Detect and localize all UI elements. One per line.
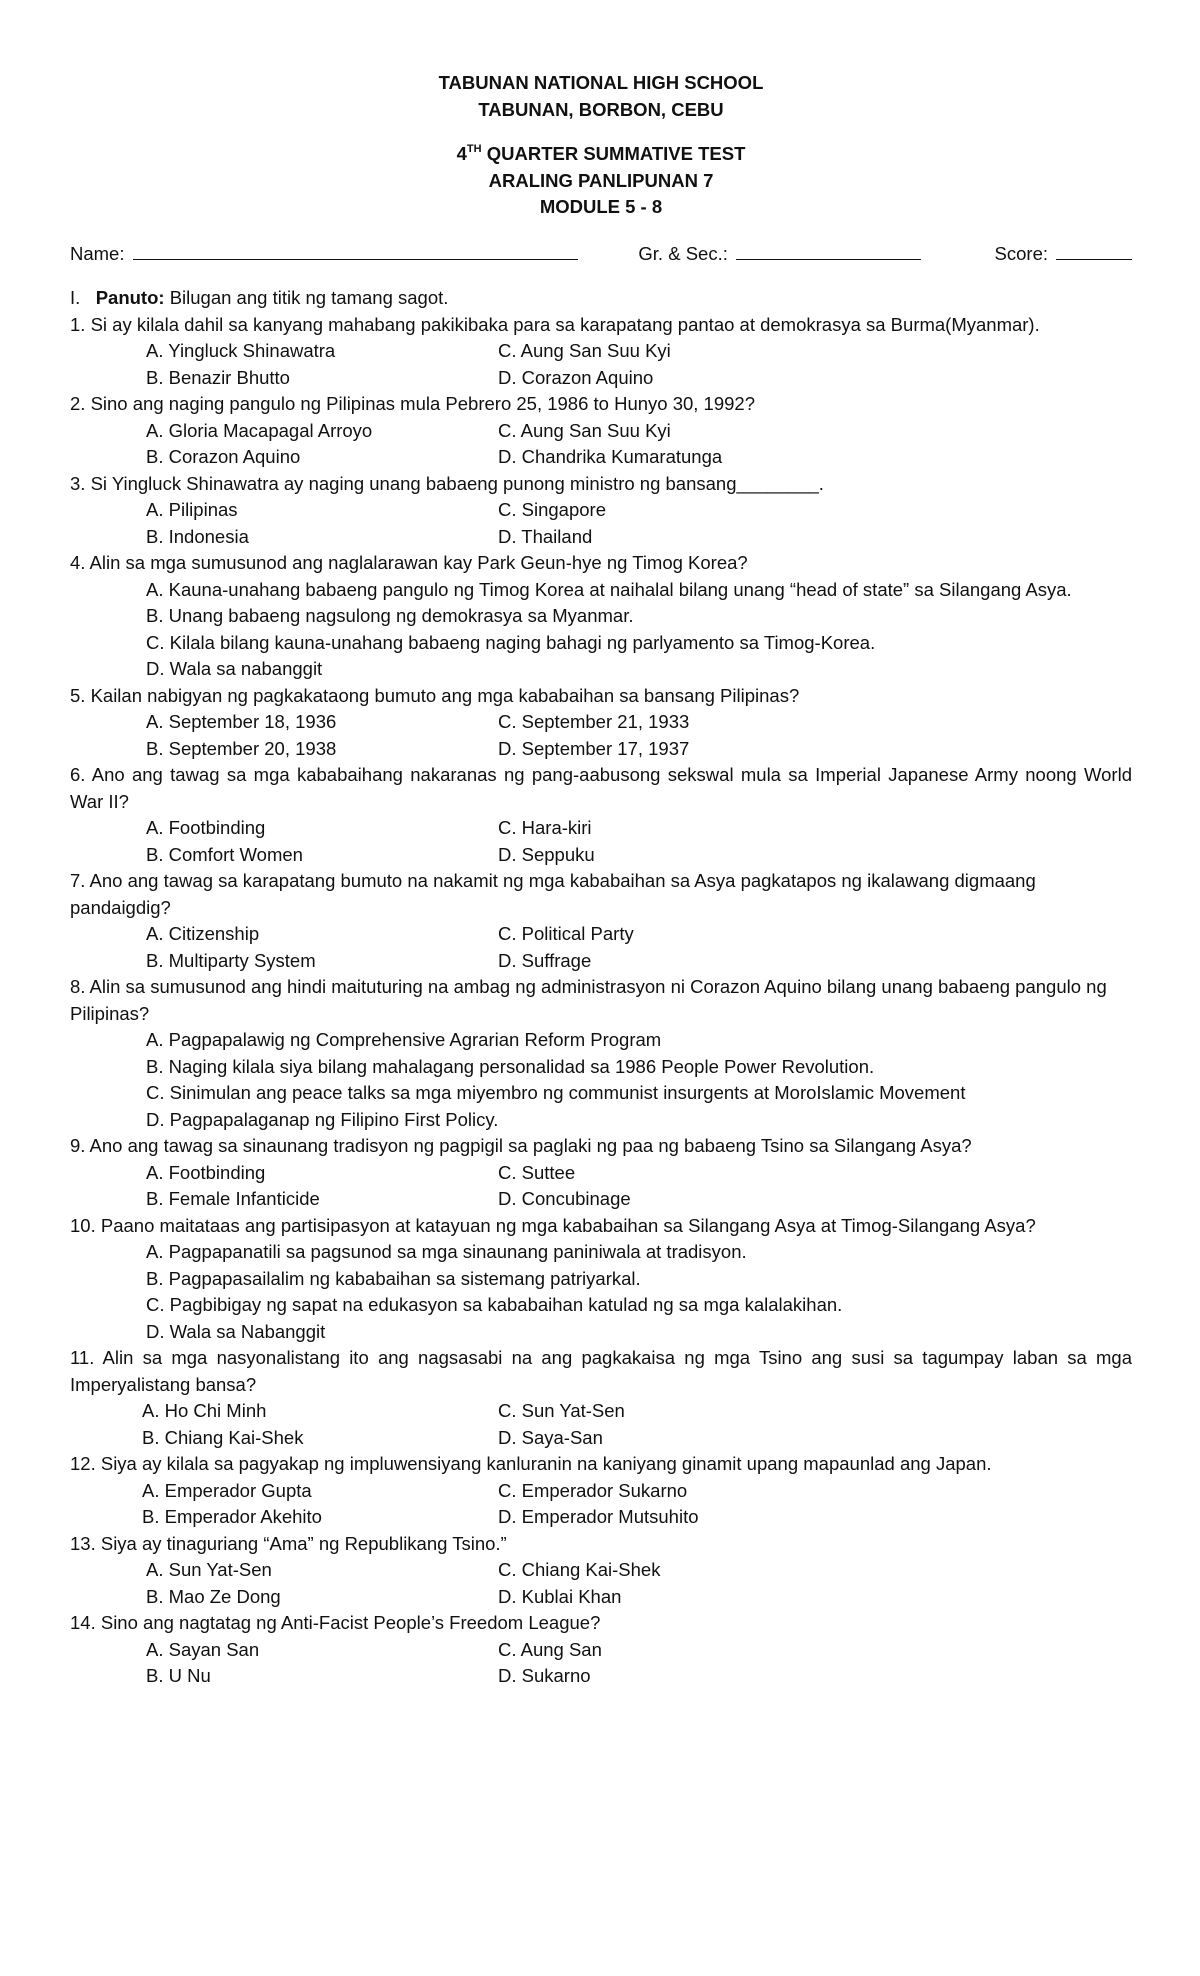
question-4 <box>70 550 1132 683</box>
option-d[interactable]: D. Chandrika Kumaratunga <box>498 446 723 467</box>
option-d[interactable]: D. Kublai Khan <box>498 1585 622 1607</box>
instruction-text: Bilugan ang titik ng tamang sagot. <box>164 287 449 308</box>
option-c[interactable]: C. Suttee <box>498 1161 576 1183</box>
question-text: 3. Si Yingluck Shinawatra ay naging unang babaeng punong ministro ng bansang________. <box>70 472 824 494</box>
option-d[interactable]: D. Sukarno <box>498 1665 591 1686</box>
option-d[interactable]: D. Wala sa Nabanggit <box>146 1320 326 1342</box>
question-text: 9. Ano ang tawag sa sinaunang tradisyon ng pagpigil sa paglaki ng paa ng babaeng Tsino sa Silangang Asya? <box>70 1135 972 1156</box>
student-info-row <box>70 241 1132 268</box>
option-b[interactable]: B. Emperador Akehito <box>142 1506 322 1527</box>
question-3 <box>70 471 1132 551</box>
option-d[interactable]: D. Suffrage <box>498 949 592 971</box>
question-9 <box>70 1133 1132 1213</box>
option-c[interactable]: C. Sinimulan ang peace talks sa mga miyembro ng communist insurgents at MoroIslamic Movement <box>146 1082 966 1103</box>
question-text: 12. Siya ay kilala sa pagyakap ng impluwensiyang kanluranin na kaniyang ginamit upang mapaunlad ang Japan. <box>70 1453 992 1474</box>
option-b[interactable]: B. Unang babaeng nagsulong ng demokrasya sa Myanmar. <box>146 605 634 626</box>
option-a[interactable]: A. Kauna-unahang babaeng pangulo ng Timog Korea at naihalal bilang unang “head of state” sa Silangang Asya. <box>146 578 1072 600</box>
score-blank[interactable] <box>1056 241 1132 260</box>
question-text: 1. Si ay kilala dahil sa kanyang mahabang pakikibaka para sa karapatang pantao at demokrasya sa Burma(Myanmar). <box>70 313 1040 335</box>
option-b[interactable]: B. Benazir Bhutto <box>146 366 290 388</box>
option-b[interactable]: B. Naging kilala siya bilang mahalagang personalidad sa 1986 People Power Revolution. <box>146 1055 875 1077</box>
score-field <box>995 241 1132 268</box>
question-text: 13. Siya ay tinaguriang “Ama” ng Republikang Tsino.” <box>70 1532 507 1554</box>
option-d[interactable]: D. Thailand <box>498 525 593 547</box>
school-address: TABUNAN, BORBON, CEBU <box>478 98 724 120</box>
question-6 <box>70 762 1132 868</box>
question-text: 10. Paano maitataas ang partisipasyon at katayuan ng mga kababaihan sa Silangang Asya at Timog-Silangang Asya? <box>70 1214 1036 1236</box>
option-d[interactable]: D. Emperador Mutsuhito <box>498 1506 699 1527</box>
question-12 <box>70 1451 1132 1531</box>
option-b[interactable]: B. Female Infanticide <box>146 1188 320 1209</box>
option-a[interactable]: A. Pagpapalawig ng Comprehensive Agrarian Reform Program <box>146 1029 662 1050</box>
quarter-suffix: TH <box>466 142 482 155</box>
option-b[interactable]: B. Chiang Kai-Shek <box>142 1426 304 1448</box>
option-d[interactable]: D. Wala sa nabanggit <box>146 658 323 679</box>
question-2 <box>70 391 1132 471</box>
option-a[interactable]: A. Gloria Macapagal Arroyo <box>146 419 373 441</box>
option-b[interactable]: B. Comfort Women <box>146 843 303 865</box>
question-7 <box>70 868 1132 974</box>
question-13 <box>70 1531 1132 1611</box>
option-a[interactable]: A. Sun Yat-Sen <box>146 1559 272 1580</box>
question-text: 14. Sino ang nagtatag ng Anti-Facist People’s Freedom League? <box>70 1612 601 1633</box>
test-title-rest: QUARTER SUMMATIVE TEST <box>481 143 746 164</box>
option-c[interactable]: C. Aung San <box>498 1638 602 1660</box>
option-c[interactable]: C. September 21, 1933 <box>498 711 690 732</box>
option-c[interactable]: C. Pagbibigay ng sapat na edukasyon sa kababaihan katulad ng sa mga kalalakihan. <box>146 1294 843 1315</box>
instruction-roman: I. <box>70 287 81 308</box>
option-a[interactable]: A. Sayan San <box>146 1638 260 1660</box>
quarter-number: 4 <box>456 143 467 164</box>
test-title <box>70 141 1132 168</box>
question-1 <box>70 312 1132 392</box>
question-text: 6. Ano ang tawag sa mga kababaihang nakaranas ng pang-aabusong sekswal mula sa Imperial Japanese Army noong World War II? <box>70 764 1132 812</box>
option-a[interactable]: A. Footbinding <box>146 1161 266 1183</box>
option-b[interactable]: B. Multiparty System <box>146 949 316 971</box>
option-a[interactable]: A. Citizenship <box>146 923 260 944</box>
option-a[interactable]: A. Pilipinas <box>146 499 238 520</box>
question-text: 5. Kailan nabigyan ng pagkakataong bumuto ang mga kababaihan sa bansang Pilipinas? <box>70 684 800 706</box>
option-c[interactable]: C. Aung San Suu Kyi <box>498 340 671 361</box>
question-text: 7. Ano ang tawag sa karapatang bumuto na nakamit ng mga kababaihan sa Asya pagkatapos ng ikalawang digmaang pandaigdig? <box>70 870 1036 918</box>
grade-section-blank[interactable] <box>736 241 921 260</box>
grade-section-label: Gr. & Sec.: <box>638 242 728 264</box>
instruction-label: Panuto: <box>95 287 165 308</box>
grade-section-field <box>638 241 994 268</box>
question-11 <box>70 1345 1132 1451</box>
subject-title: ARALING PANLIPUNAN 7 <box>488 169 714 191</box>
option-d[interactable]: D. Pagpapalaganap ng Filipino First Policy. <box>146 1108 499 1130</box>
question-8 <box>70 974 1132 1133</box>
option-a[interactable]: A. Ho Chi Minh <box>142 1400 267 1421</box>
module-title: MODULE 5 - 8 <box>539 196 663 217</box>
option-d[interactable]: D. Concubinage <box>498 1188 631 1209</box>
exam-header <box>70 70 1132 221</box>
option-c[interactable]: C. Kilala bilang kauna-unahang babaeng naging bahagi ng parlyamento sa Timog-Korea. <box>146 631 876 653</box>
question-text: 2. Sino ang naging pangulo ng Pilipinas mula Pebrero 25, 1986 to Hunyo 30, 1992? <box>70 393 756 414</box>
option-d[interactable]: D. Saya-San <box>498 1426 603 1448</box>
option-c[interactable]: C. Emperador Sukarno <box>498 1479 688 1501</box>
name-blank[interactable] <box>133 241 578 260</box>
instructions <box>70 285 1132 312</box>
score-label: Score: <box>994 242 1048 264</box>
school-name: TABUNAN NATIONAL HIGH SCHOOL <box>438 72 764 93</box>
option-b[interactable]: B. Mao Ze Dong <box>146 1585 281 1607</box>
option-a[interactable]: A. Yingluck Shinawatra <box>146 340 336 361</box>
option-d[interactable]: D. Seppuku <box>498 843 595 865</box>
question-14 <box>70 1610 1132 1690</box>
option-d[interactable]: D. September 17, 1937 <box>498 737 690 759</box>
name-label: Name: <box>70 242 125 264</box>
option-a[interactable]: A. September 18, 1936 <box>146 711 337 732</box>
option-d[interactable]: D. Corazon Aquino <box>498 366 654 388</box>
option-c[interactable]: C. Sun Yat-Sen <box>498 1400 625 1421</box>
option-c[interactable]: C. Political Party <box>498 923 634 944</box>
question-text: 11. Alin sa mga nasyonalistang ito ang nagsasabi na ang pagkakaisa ng mga Tsino ang susi sa tagumpay laban sa mga Imperyalistang bansa? <box>70 1347 1132 1395</box>
option-c[interactable]: C. Singapore <box>498 499 606 520</box>
question-text: 8. Alin sa sumusunod ang hindi maituturing na ambag ng administrasyon ni Corazon Aquino bilang unang babaeng pangulo ng Pilipinas? <box>70 976 1107 1024</box>
option-c[interactable]: C. Chiang Kai-Shek <box>498 1559 661 1580</box>
option-a[interactable]: A. Emperador Gupta <box>142 1479 312 1501</box>
option-b[interactable]: B. Pagpapasailalim ng kababaihan sa sistemang patriyarkal. <box>146 1267 641 1289</box>
option-b[interactable]: B. Corazon Aquino <box>146 446 301 467</box>
option-b[interactable]: B. U Nu <box>146 1665 211 1686</box>
name-field <box>70 241 638 268</box>
question-10 <box>70 1213 1132 1346</box>
option-b[interactable]: B. Indonesia <box>146 525 249 547</box>
option-b[interactable]: B. September 20, 1938 <box>146 737 337 759</box>
question-5 <box>70 683 1132 763</box>
question-text: 4. Alin sa mga sumusunod ang naglalarawan kay Park Geun-hye ng Timog Korea? <box>70 552 748 573</box>
option-c[interactable]: C. Hara-kiri <box>498 817 592 838</box>
option-c[interactable]: C. Aung San Suu Kyi <box>498 419 671 441</box>
option-a[interactable]: A. Footbinding <box>146 817 266 838</box>
option-a[interactable]: A. Pagpapanatili sa pagsunod sa mga sinaunang paniniwala at tradisyon. <box>146 1241 747 1262</box>
